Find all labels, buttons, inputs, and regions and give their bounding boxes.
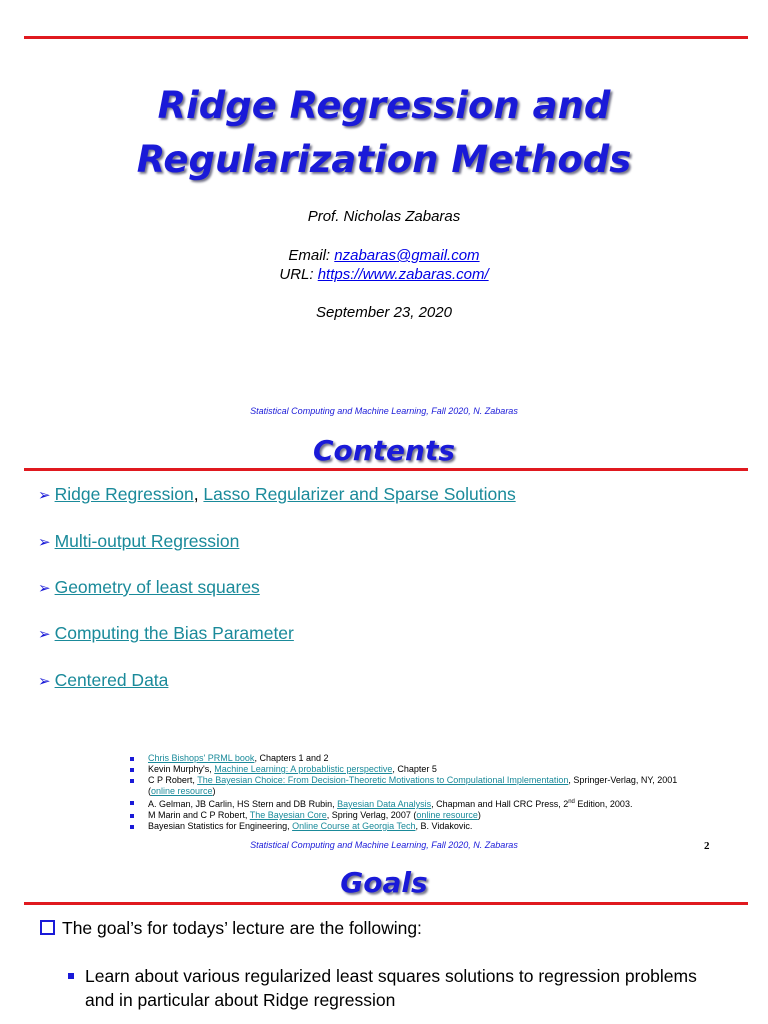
slide2-footer: Statistical Computing and Machine Learning, Fall 2020, N. Zabaras	[250, 840, 518, 850]
goals-bullet-text: Learn about various regularized least squares solutions to regression problems and in particular about Ridge regression	[85, 966, 697, 1010]
contents-item	[38, 670, 168, 691]
goals-bullet-item	[68, 964, 728, 1012]
square-bullet-icon	[130, 801, 134, 805]
contents-separator: ,	[193, 484, 204, 504]
reference-link[interactable]: online resource	[151, 786, 213, 796]
square-bullet-icon	[130, 825, 134, 829]
reference-text: , Springer-Verlag, NY, 2001 (	[148, 775, 678, 796]
arrow-bullet-icon: ➢	[38, 673, 51, 690]
goals-title: Goals	[340, 866, 428, 899]
reference-text: )	[477, 810, 481, 820]
goals-rule	[24, 902, 748, 905]
reference-text: M Marin and C P Robert,	[148, 810, 250, 820]
slide1-footer: Statistical Computing and Machine Learning, Fall 2020, N. Zabaras	[250, 406, 518, 416]
slide-title-line2: Regularization Methods	[136, 138, 632, 181]
reference-item	[130, 810, 690, 821]
reference-item	[130, 764, 690, 775]
slide-title-line1: Ridge Regression and	[157, 84, 611, 127]
square-bullet-icon	[130, 779, 134, 783]
reference-link[interactable]: The Bayesian Choice: From Decision-Theoretic Motivations to Compulational Implementation	[197, 775, 569, 785]
reference-link[interactable]: online resource	[416, 810, 478, 820]
square-bullet-icon	[130, 814, 134, 818]
reference-link[interactable]: Machine Learning: A probablistic perspective	[214, 764, 393, 774]
reference-text: , Chapman and Hall CRC Press, 2	[431, 799, 569, 809]
reference-text: Kevin Murphy's,	[148, 764, 215, 774]
email-link[interactable]: nzabaras@gmail.com	[334, 247, 480, 264]
reference-text: nd	[568, 799, 575, 805]
reference-link[interactable]: Online Course at Georgia Tech	[292, 821, 416, 831]
reference-item	[130, 821, 690, 832]
contents-item	[38, 577, 260, 598]
reference-text: , Chapters 1 and 2	[254, 753, 329, 763]
url-line	[0, 266, 768, 283]
arrow-bullet-icon: ➢	[38, 580, 51, 597]
contents-rule	[24, 468, 748, 471]
date: September 23, 2020	[316, 304, 452, 321]
reference-text: C P Robert,	[148, 775, 198, 785]
reference-text: )	[212, 786, 216, 796]
square-bullet-icon	[68, 973, 74, 979]
url-label: URL:	[279, 266, 318, 283]
contents-link[interactable]: Lasso Regularizer and Sparse Solutions	[203, 484, 516, 504]
contents-link[interactable]: Ridge Regression	[54, 484, 194, 504]
reference-item	[130, 797, 690, 810]
contents-item	[38, 531, 239, 552]
reference-item	[130, 775, 690, 797]
reference-link[interactable]: The Bayesian Core	[249, 810, 327, 820]
email-label: Email:	[288, 247, 335, 264]
contents-item	[38, 484, 516, 505]
contents-link[interactable]: Multi-output Regression	[54, 531, 240, 551]
square-bullet-icon	[130, 757, 134, 761]
reference-item	[130, 753, 690, 764]
reference-text: , B. Vidakovic.	[415, 821, 473, 831]
contents-link[interactable]: Geometry of least squares	[54, 577, 260, 597]
contents-item	[38, 623, 294, 644]
page-number: 2	[704, 840, 710, 852]
square-bullet-icon	[130, 768, 134, 772]
reference-text: A. Gelman, JB Carlin, HS Stern and DB Rubin,	[148, 799, 338, 809]
goals-lead-item	[40, 918, 422, 939]
reference-text: Edition, 2003.	[574, 799, 633, 809]
arrow-bullet-icon: ➢	[38, 534, 51, 551]
contents-title: Contents	[312, 434, 456, 467]
reference-text: Bayesian Statistics for Engineering,	[148, 821, 293, 831]
url-link[interactable]: https://www.zabaras.com/	[317, 266, 489, 283]
top-rule	[24, 36, 748, 39]
reference-list	[130, 753, 690, 832]
contents-link[interactable]: Computing the Bias Parameter	[54, 623, 294, 643]
arrow-bullet-icon: ➢	[38, 626, 51, 643]
goals-lead-text: The goal’s for todays’ lecture are the following:	[62, 918, 422, 938]
contents-link[interactable]: Centered Data	[54, 670, 169, 690]
author: Prof. Nicholas Zabaras	[307, 208, 461, 225]
reference-link[interactable]: Chris Bishops' PRML book	[148, 753, 255, 763]
reference-text: , Spring Verlag, 2007 (	[326, 810, 417, 820]
reference-link[interactable]: Bayesian Data Analysis	[337, 799, 432, 809]
email-line	[0, 247, 768, 264]
checkbox-bullet-icon	[40, 920, 55, 935]
reference-text: , Chapter 5	[392, 764, 437, 774]
arrow-bullet-icon: ➢	[38, 487, 51, 504]
